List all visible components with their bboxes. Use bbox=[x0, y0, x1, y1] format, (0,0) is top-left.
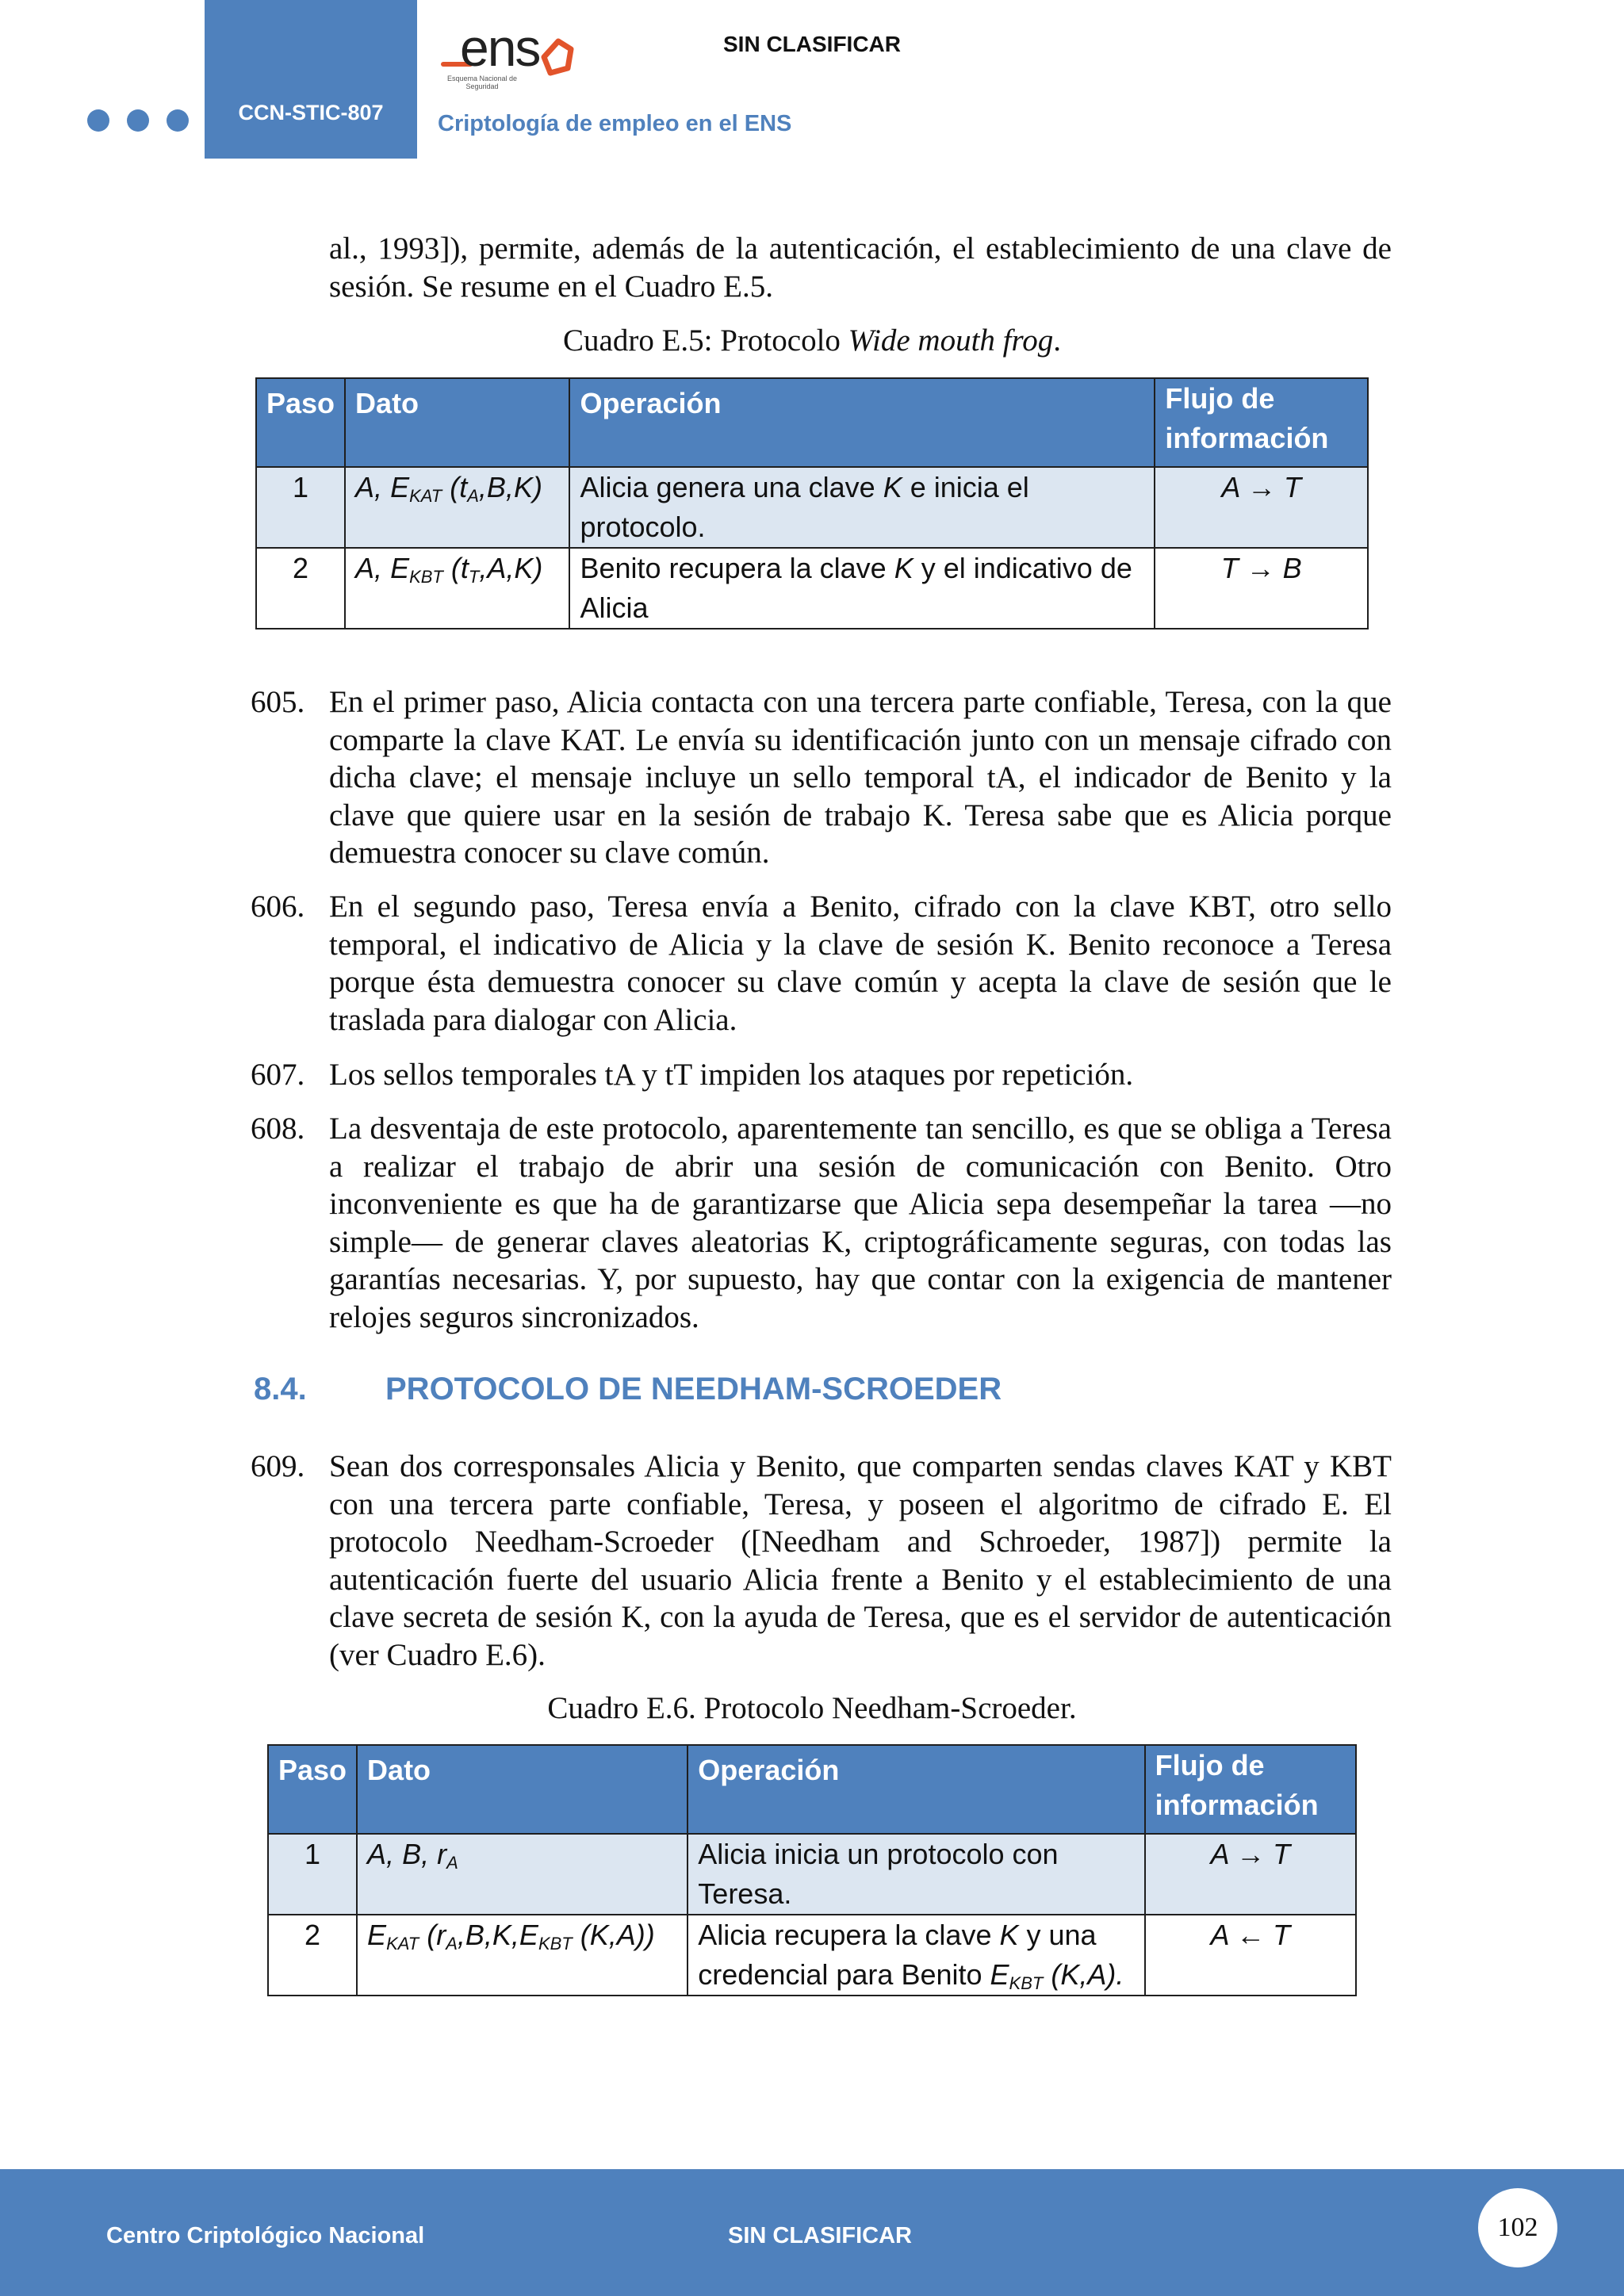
section-heading bbox=[254, 1372, 1002, 1407]
paragraph-text: Los sellos temporales tA y tT impiden los ataques por repetición. bbox=[329, 1058, 1134, 1092]
paragraph-number: 605. bbox=[251, 685, 305, 719]
table1-protocol-wide-mouth-frog bbox=[255, 377, 1369, 629]
col-header-dato: Dato bbox=[357, 1745, 688, 1834]
dot-icon bbox=[87, 109, 109, 132]
col-header-operacion: Operación bbox=[569, 378, 1155, 467]
logo-swirl-icon bbox=[541, 38, 576, 78]
dot-icon bbox=[127, 109, 149, 132]
footer-classification: SIN CLASIFICAR bbox=[728, 2223, 912, 2248]
table-row bbox=[256, 548, 1368, 629]
col-header-dato: Dato bbox=[345, 378, 569, 467]
cell-dato: $E_{KAT}$ ($r_A,B,K,E_{KBT}$ (K,A)) bbox=[357, 1915, 688, 1996]
paragraph-text: En el segundo paso, Teresa envía a Benito, cifrado con la clave KBT, otro sello temporal, el indicativo de Alicia y la clave de sesión K. Benito reconoce a Teresa porque ésta demuestra conocer su clave común y acepta la clave de sesión que le traslada para dialogar con Alicia. bbox=[329, 890, 1392, 1037]
table1-caption-italic: Wide mouth frog bbox=[848, 323, 1054, 358]
col-header-flujo: Flujo de información bbox=[1155, 378, 1368, 467]
cell-flujo: A → T bbox=[1145, 1834, 1356, 1915]
logo-word: ens bbox=[460, 18, 540, 77]
dot-icon bbox=[167, 109, 189, 132]
paragraph-text: En el primer paso, Alicia contacta con una tercera parte confiable, Teresa, con la que comparte la clave KAT. Le envía su identificación junto con un mensaje cifrado con dicha clave; el mensaje incluye un sello temporal tA, el indicador de Benito y la clave que quiere usar en la sesión de trabajo K. Teresa sabe que es Alicia porque demuestra conocer su clave común. bbox=[329, 685, 1392, 870]
cell-dato: A, $E_{KBT}$ $(t_T,A,K)$ bbox=[345, 548, 569, 629]
col-header-paso: Paso bbox=[268, 1745, 357, 1834]
logo-subtext: Esquema Nacional de Seguridad bbox=[446, 75, 518, 90]
cell-paso: 2 bbox=[256, 548, 345, 629]
cell-paso: 1 bbox=[256, 467, 345, 548]
table1-header-row bbox=[256, 378, 1368, 467]
paragraph-number: 609. bbox=[251, 1449, 305, 1483]
paragraph-number: 607. bbox=[251, 1058, 305, 1092]
table2-header-row bbox=[268, 1745, 1356, 1834]
cell-operacion: Alicia inicia un protocolo con Teresa. bbox=[688, 1834, 1144, 1915]
col-header-paso: Paso bbox=[256, 378, 345, 467]
table1-caption-suffix: . bbox=[1053, 323, 1061, 358]
section-title: PROTOCOLO DE NEEDHAM-SCROEDER bbox=[385, 1372, 1002, 1406]
col-header-operacion: Operación bbox=[688, 1745, 1144, 1834]
footer-organization: Centro Criptológico Nacional bbox=[106, 2223, 425, 2248]
cell-flujo: A → T bbox=[1155, 467, 1368, 548]
intro-text: al., 1993]), permite, además de la autenticación, el establecimiento de una clave de sesión. Se resume en el Cuadro E.5. bbox=[329, 232, 1392, 304]
paragraph-number: 606. bbox=[251, 890, 305, 924]
table-row bbox=[268, 1834, 1356, 1915]
cell-flujo: T → B bbox=[1155, 548, 1368, 629]
cell-dato: A, B, $r_A$ bbox=[357, 1834, 688, 1915]
document-code: CCN-STIC-807 bbox=[205, 0, 417, 159]
cell-operacion: Benito recupera la clave K y el indicativo de Alicia bbox=[569, 548, 1155, 629]
paragraph-text: Sean dos corresponsales Alicia y Benito, que comparten sendas claves KAT y KBT con una tercera parte confiable, Teresa, y poseen el algoritmo de cifrado E. El protocolo Needham-Scroeder ([Needham and Schroeder, 1987]) permite la autenticación fuerte del usuario Alicia frente a Benito y el establecimiento de una clave secreta de sesión K, con la ayuda de Teresa, que es el servidor de autenticación (ver Cuadro E.6). bbox=[329, 1449, 1392, 1672]
table-row bbox=[268, 1915, 1356, 1996]
col-header-flujo: Flujo de información bbox=[1145, 1745, 1356, 1834]
cell-paso: 1 bbox=[268, 1834, 357, 1915]
paragraph-number: 608. bbox=[251, 1112, 305, 1146]
page-number: 102 bbox=[1478, 2188, 1557, 2267]
cell-operacion: Alicia recupera la clave K y una credencial para Benito $E_{KBT}$ (K,A). bbox=[688, 1915, 1144, 1996]
cell-dato: A, $E_{KAT}$ $(t_A,B,K)$ bbox=[345, 467, 569, 548]
table-row bbox=[256, 467, 1368, 548]
ens-logo bbox=[438, 18, 596, 94]
cell-paso: 2 bbox=[268, 1915, 357, 1996]
cell-flujo: A ← T bbox=[1145, 1915, 1356, 1996]
paragraph-text: La desventaja de este protocolo, aparentemente tan sencillo, es que se obliga a Teresa a realizar el trabajo de abrir una sesión de comunicación con Benito. Otro inconveniente es que ha de garantizarse que Alicia sepa desempeñar la tarea —no simple— de generar claves aleatorias K, criptográficamente seguras, con todas las garantías necesarias. Y, por supuesto, hay que contar con la exigencia de mantener relojes seguros sincronizados. bbox=[329, 1112, 1392, 1334]
table2-protocol-needham-scroeder bbox=[267, 1744, 1357, 1996]
header-subtitle: Criptología de empleo en el ENS bbox=[438, 111, 792, 136]
table2-caption: Cuadro E.6. Protocolo Needham-Scroeder. bbox=[547, 1691, 1077, 1725]
table1-caption bbox=[0, 323, 1624, 358]
page-footer bbox=[0, 2169, 1624, 2296]
intro-paragraph bbox=[0, 230, 1624, 309]
decorative-dots bbox=[87, 109, 189, 132]
cell-operacion: Alicia genera una clave K e inicia el protocolo. bbox=[569, 467, 1155, 548]
section-number: 8.4. bbox=[254, 1372, 307, 1406]
header-classification: SIN CLASIFICAR bbox=[723, 32, 901, 56]
table1-caption-prefix: Cuadro E.5: Protocolo bbox=[563, 323, 848, 358]
